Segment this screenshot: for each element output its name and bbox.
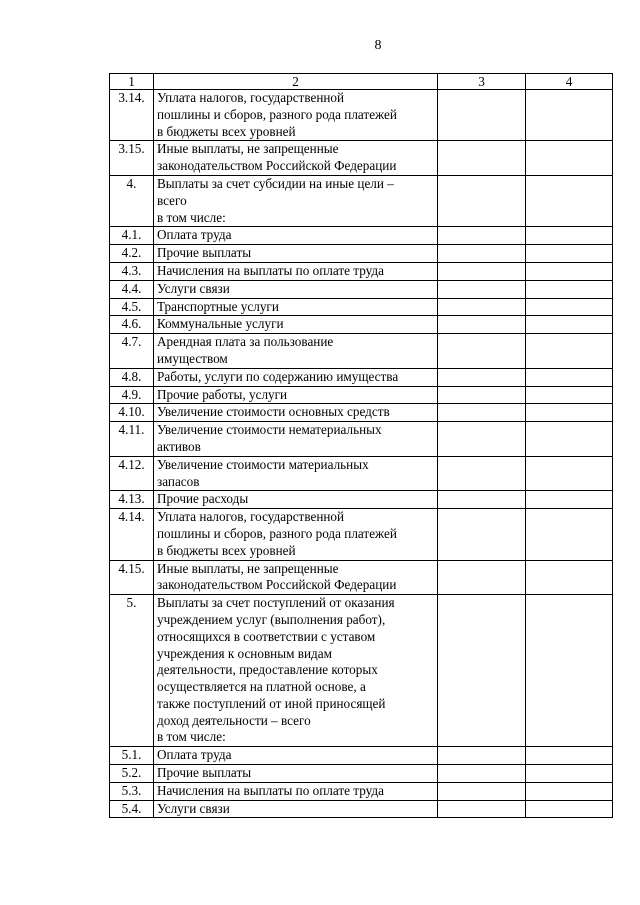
column-3-cell: [438, 90, 526, 141]
table-row: [110, 262, 613, 280]
table-row: [110, 141, 613, 176]
row-description-cell: Услуги связи: [154, 280, 438, 298]
row-description-cell: Увеличение стоимости нематериальных активов: [154, 422, 438, 457]
table-row: [110, 90, 613, 141]
plan-table: [109, 73, 613, 818]
column-3-cell: [438, 509, 526, 560]
row-number-cell: 5.4.: [110, 800, 154, 818]
row-description-cell: Прочие выплаты: [154, 245, 438, 263]
row-description-cell: Иные выплаты, не запрещенные законодательством Российской Федерации: [154, 560, 438, 595]
column-3-cell: [438, 456, 526, 491]
table-row: [110, 747, 613, 765]
table-row: [110, 782, 613, 800]
row-description-cell: Выплаты за счет поступлений от оказания учреждением услуг (выполнения работ), относящихся в соответствии с уставом учреждения к основным видам деятельности, предоставление которых осуществляется на платной основе, а также поступлений от иной приносящей доход деятельности – всего в том числе:: [154, 595, 438, 747]
column-4-cell: [526, 298, 613, 316]
row-number-cell: 4.: [110, 175, 154, 226]
column-3-cell: [438, 334, 526, 369]
row-number-cell: 5.3.: [110, 782, 154, 800]
table-row: [110, 368, 613, 386]
column-3-cell: [438, 765, 526, 783]
row-number-cell: 4.4.: [110, 280, 154, 298]
column-header: 2: [154, 74, 438, 90]
table-row: [110, 334, 613, 369]
table-row: [110, 404, 613, 422]
column-4-cell: [526, 800, 613, 818]
column-3-cell: [438, 316, 526, 334]
column-3-cell: [438, 175, 526, 226]
table-row: [110, 595, 613, 747]
row-number-cell: 4.9.: [110, 386, 154, 404]
row-description-cell: Транспортные услуги: [154, 298, 438, 316]
table-row: [110, 316, 613, 334]
column-3-cell: [438, 422, 526, 457]
row-description-cell: Работы, услуги по содержанию имущества: [154, 368, 438, 386]
column-4-cell: [526, 456, 613, 491]
column-4-cell: [526, 334, 613, 369]
row-description-cell: Оплата труда: [154, 227, 438, 245]
column-3-cell: [438, 595, 526, 747]
column-3-cell: [438, 368, 526, 386]
row-description-cell: Иные выплаты, не запрещенные законодательством Российской Федерации: [154, 141, 438, 176]
page-number: 8: [374, 38, 382, 53]
column-3-cell: [438, 560, 526, 595]
table-row: [110, 509, 613, 560]
row-number-cell: 4.14.: [110, 509, 154, 560]
table-row: [110, 227, 613, 245]
column-4-cell: [526, 422, 613, 457]
row-description-cell: Коммунальные услуги: [154, 316, 438, 334]
column-3-cell: [438, 298, 526, 316]
row-description-cell: Выплаты за счет субсидии на иные цели – всего в том числе:: [154, 175, 438, 226]
column-3-cell: [438, 491, 526, 509]
column-4-cell: [526, 782, 613, 800]
row-number-cell: 5.: [110, 595, 154, 747]
row-description-cell: Начисления на выплаты по оплате труда: [154, 782, 438, 800]
row-number-cell: 4.11.: [110, 422, 154, 457]
row-number-cell: 4.13.: [110, 491, 154, 509]
table-row: [110, 422, 613, 457]
column-4-cell: [526, 765, 613, 783]
table-row: [110, 386, 613, 404]
row-number-cell: 4.7.: [110, 334, 154, 369]
column-4-cell: [526, 386, 613, 404]
column-3-cell: [438, 280, 526, 298]
row-description-cell: Увеличение стоимости материальных запасов: [154, 456, 438, 491]
column-3-cell: [438, 245, 526, 263]
column-4-cell: [526, 90, 613, 141]
row-number-cell: 3.15.: [110, 141, 154, 176]
column-3-cell: [438, 141, 526, 176]
column-4-cell: [526, 175, 613, 226]
column-4-cell: [526, 747, 613, 765]
table-body: [110, 74, 613, 818]
table-row: [110, 800, 613, 818]
row-number-cell: 5.1.: [110, 747, 154, 765]
column-4-cell: [526, 404, 613, 422]
table-row: [110, 245, 613, 263]
column-4-cell: [526, 245, 613, 263]
column-3-cell: [438, 404, 526, 422]
row-number-cell: 4.1.: [110, 227, 154, 245]
row-number-cell: 4.6.: [110, 316, 154, 334]
column-4-cell: [526, 509, 613, 560]
column-header: 1: [110, 74, 154, 90]
row-number-cell: 4.15.: [110, 560, 154, 595]
table-row: [110, 298, 613, 316]
row-description-cell: Прочие расходы: [154, 491, 438, 509]
column-4-cell: [526, 227, 613, 245]
row-description-cell: Услуги связи: [154, 800, 438, 818]
table-row: [110, 456, 613, 491]
row-description-cell: Начисления на выплаты по оплате труда: [154, 262, 438, 280]
column-4-cell: [526, 595, 613, 747]
row-number-cell: 4.2.: [110, 245, 154, 263]
column-4-cell: [526, 368, 613, 386]
column-header: 4: [526, 74, 613, 90]
row-number-cell: 4.5.: [110, 298, 154, 316]
column-3-cell: [438, 800, 526, 818]
row-number-cell: 5.2.: [110, 765, 154, 783]
row-description-cell: Увеличение стоимости основных средств: [154, 404, 438, 422]
column-3-cell: [438, 782, 526, 800]
column-4-cell: [526, 280, 613, 298]
row-description-cell: Уплата налогов, государственной пошлины и сборов, разного рода платежей в бюджеты всех уровней: [154, 509, 438, 560]
column-4-cell: [526, 316, 613, 334]
row-number-cell: 3.14.: [110, 90, 154, 141]
row-number-cell: 4.3.: [110, 262, 154, 280]
table-row: [110, 175, 613, 226]
row-number-cell: 4.8.: [110, 368, 154, 386]
column-3-cell: [438, 747, 526, 765]
row-description-cell: Прочие выплаты: [154, 765, 438, 783]
column-3-cell: [438, 386, 526, 404]
column-4-cell: [526, 262, 613, 280]
table-row: [110, 765, 613, 783]
row-description-cell: Прочие работы, услуги: [154, 386, 438, 404]
table-row: [110, 280, 613, 298]
row-number-cell: 4.12.: [110, 456, 154, 491]
column-4-cell: [526, 141, 613, 176]
column-4-cell: [526, 560, 613, 595]
row-description-cell: Уплата налогов, государственной пошлины и сборов, разного рода платежей в бюджеты всех уровней: [154, 90, 438, 141]
column-header: 3: [438, 74, 526, 90]
table-row: [110, 560, 613, 595]
row-number-cell: 4.10.: [110, 404, 154, 422]
column-3-cell: [438, 262, 526, 280]
column-3-cell: [438, 227, 526, 245]
row-description-cell: Арендная плата за пользование имуществом: [154, 334, 438, 369]
row-description-cell: Оплата труда: [154, 747, 438, 765]
table-header-row: [110, 74, 613, 90]
table-row: [110, 491, 613, 509]
column-4-cell: [526, 491, 613, 509]
